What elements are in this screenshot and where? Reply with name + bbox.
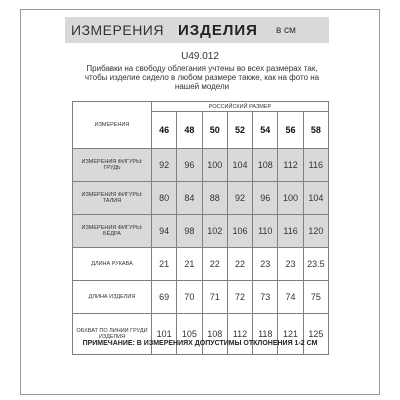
size-system-header: РОССИЙСКИЙ РАЗМЕР bbox=[152, 102, 329, 112]
row-label: ИЗМЕРЕНИЯ ФИГУРЫ: ТАЛИЯ bbox=[73, 182, 152, 215]
table-row bbox=[73, 149, 329, 182]
table-cell: 112 bbox=[278, 149, 303, 182]
table-cell: 23 bbox=[278, 248, 303, 281]
table-cell: 104 bbox=[303, 182, 328, 215]
table-cell: 21 bbox=[177, 248, 202, 281]
title-word-measurements: ИЗМЕРЕНИЯ bbox=[71, 22, 164, 38]
size-header-cell: 54 bbox=[253, 112, 278, 149]
table-cell: 92 bbox=[227, 182, 252, 215]
table-cell: 125 bbox=[303, 314, 328, 355]
row-label: ОБХВАТ ПО ЛИНИИ ГРУДИ ИЗДЕЛИЯ bbox=[73, 314, 152, 355]
table-cell: 101 bbox=[152, 314, 177, 355]
table-cell: 100 bbox=[202, 149, 227, 182]
row-label: ДЛИНА ИЗДЕЛИЯ bbox=[73, 281, 152, 314]
table-row bbox=[73, 182, 329, 215]
table-row bbox=[73, 281, 329, 314]
table-cell: 23.5 bbox=[303, 248, 328, 281]
table-cell: 120 bbox=[303, 215, 328, 248]
row-label: ИЗМЕРЕНИЯ ФИГУРЫ: БЁДРА bbox=[73, 215, 152, 248]
table-cell: 118 bbox=[253, 314, 278, 355]
table-cell: 110 bbox=[253, 215, 278, 248]
article-code: U49.012 bbox=[181, 51, 219, 62]
table-cell: 21 bbox=[152, 248, 177, 281]
table-cell: 74 bbox=[278, 281, 303, 314]
table-row bbox=[73, 248, 329, 281]
table-cell: 116 bbox=[278, 215, 303, 248]
fit-note-line: нашей модели bbox=[174, 82, 230, 91]
table-cell: 112 bbox=[227, 314, 252, 355]
size-header-cell: 48 bbox=[177, 112, 202, 149]
table-cell: 73 bbox=[253, 281, 278, 314]
table-cell: 92 bbox=[152, 149, 177, 182]
table-cell: 104 bbox=[227, 149, 252, 182]
table-cell: 80 bbox=[152, 182, 177, 215]
title-unit: в см bbox=[275, 24, 296, 36]
table-cell: 23 bbox=[253, 248, 278, 281]
table-row bbox=[73, 215, 329, 248]
table-cell: 108 bbox=[253, 149, 278, 182]
table-cell: 116 bbox=[303, 149, 328, 182]
table-cell: 94 bbox=[152, 215, 177, 248]
size-header-cell: 56 bbox=[278, 112, 303, 149]
fit-note-line: Прибавки на свободу облегания учтены во всех размерах так, bbox=[86, 64, 318, 73]
table-cell: 22 bbox=[227, 248, 252, 281]
table-cell: 98 bbox=[177, 215, 202, 248]
table-cell: 108 bbox=[202, 314, 227, 355]
table-cell: 84 bbox=[177, 182, 202, 215]
size-header-cell: 46 bbox=[152, 112, 177, 149]
table-cell: 71 bbox=[202, 281, 227, 314]
fit-note-line: чтобы изделие сидело в любом размере также, как на фото на bbox=[84, 73, 320, 82]
size-header-cell: 52 bbox=[227, 112, 252, 149]
row-label: ИЗМЕРЕНИЯ ФИГУРЫ: ГРУДЬ bbox=[73, 149, 152, 182]
measurements-header: ИЗМЕРЕНИЯ bbox=[73, 102, 152, 149]
row-label: ДЛИНА РУКАВА bbox=[73, 248, 152, 281]
title-banner bbox=[65, 17, 329, 43]
size-header-cell: 58 bbox=[303, 112, 328, 149]
table-cell: 96 bbox=[177, 149, 202, 182]
fit-note bbox=[71, 64, 333, 91]
size-table bbox=[72, 101, 329, 355]
table-cell: 72 bbox=[227, 281, 252, 314]
table-row bbox=[73, 314, 329, 355]
size-header-cell: 50 bbox=[202, 112, 227, 149]
table-cell: 100 bbox=[278, 182, 303, 215]
title-word-garment: ИЗДЕЛИЯ bbox=[177, 21, 258, 39]
footer-note: ПРИМЕЧАНИЕ: В ИЗМЕРЕНИЯХ ДОПУСТИМЫ ОТКЛОНЕНИЯ 1-2 СМ bbox=[82, 340, 318, 347]
table-cell: 69 bbox=[152, 281, 177, 314]
table-cell: 75 bbox=[303, 281, 328, 314]
table-cell: 105 bbox=[177, 314, 202, 355]
table-cell: 96 bbox=[253, 182, 278, 215]
table-cell: 70 bbox=[177, 281, 202, 314]
table-cell: 106 bbox=[227, 215, 252, 248]
table-cell: 102 bbox=[202, 215, 227, 248]
table-cell: 121 bbox=[278, 314, 303, 355]
table-cell: 88 bbox=[202, 182, 227, 215]
table-cell: 22 bbox=[202, 248, 227, 281]
